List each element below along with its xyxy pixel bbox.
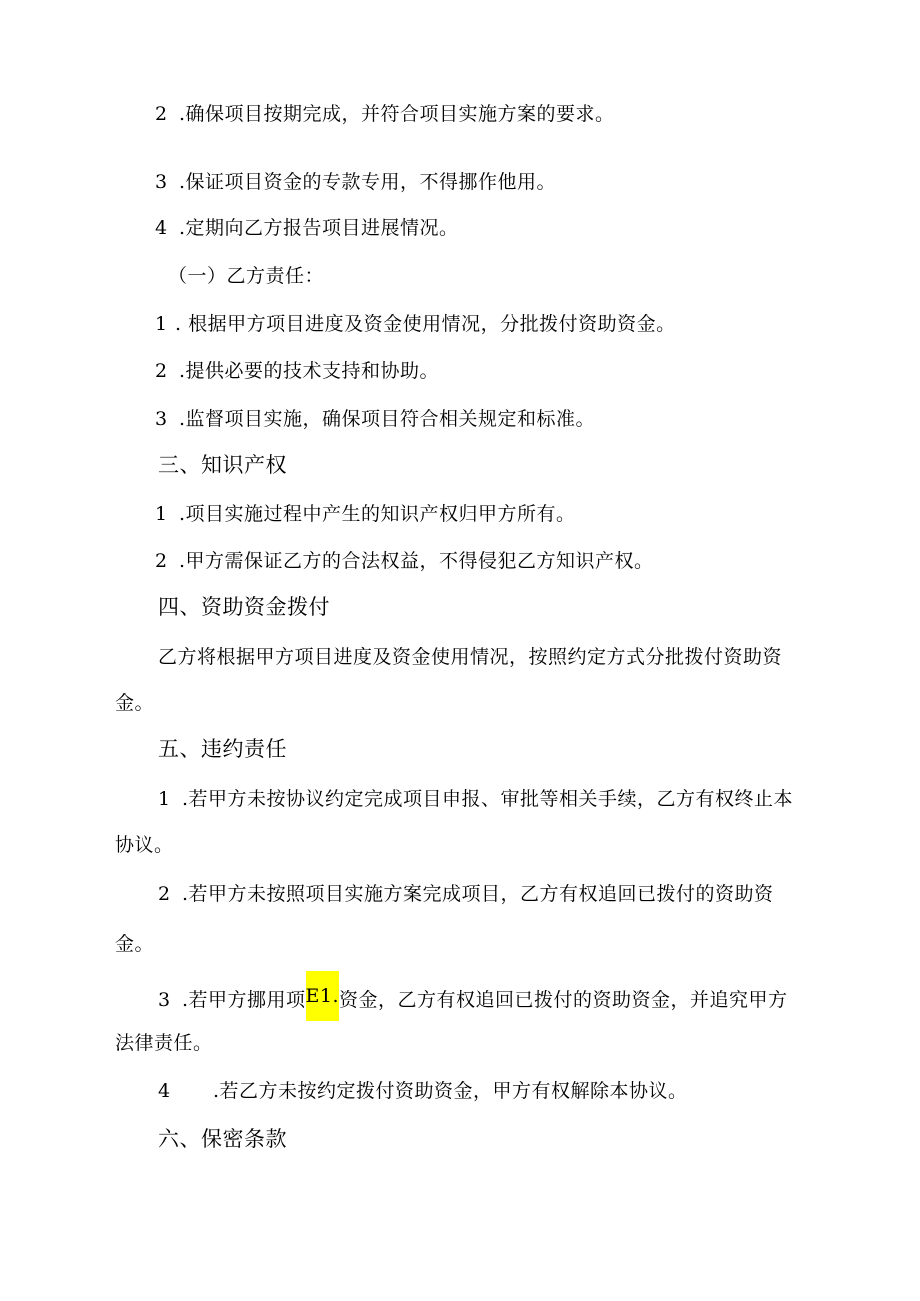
section-heading: 五、违约责任 <box>158 737 287 761</box>
item-number: 4 <box>155 217 168 239</box>
list-item <box>158 785 793 813</box>
item-text: .若甲方未按照项目实施方案完成项目，乙方有权追回已拨付的资助资 <box>182 883 774 905</box>
item-text: .若甲方未按协议约定完成项目申报、审批等相关手续，乙方有权终止本 <box>182 788 794 810</box>
list-item <box>155 310 676 338</box>
item-text: .项目实施过程中产生的知识产权归甲方所有。 <box>179 503 576 525</box>
item-number: 3 <box>155 408 168 430</box>
list-item <box>158 981 788 1021</box>
item-number: 3 <box>158 989 171 1011</box>
item-number: 2 <box>155 550 168 572</box>
section-heading: 六、保密条款 <box>158 1127 287 1151</box>
item-number: 4 <box>158 1080 171 1102</box>
list-item <box>155 357 439 385</box>
item-text: 资金，乙方有权追回已拨付的资助资金，并追究甲方 <box>339 989 788 1011</box>
list-item <box>158 880 774 908</box>
list-item <box>155 405 595 433</box>
item-text: .确保项目按期完成，并符合项目实施方案的要求。 <box>179 103 615 125</box>
item-number: 2 <box>155 103 168 125</box>
list-item <box>158 1077 688 1105</box>
paragraph-line: 法律责任。 <box>115 1032 213 1054</box>
item-number: 1 <box>158 788 171 810</box>
section-heading: 三、知识产权 <box>158 453 287 477</box>
paragraph-line: 协议。 <box>115 834 174 856</box>
paragraph-line: 金。 <box>115 692 155 714</box>
paragraph-line: 乙方将根据甲方项目进度及资金使用情况，按照约定方式分批拨付资助资 <box>158 646 783 668</box>
item-number: 3 <box>155 171 168 193</box>
subsection-title: （一）乙方责任： <box>168 265 325 287</box>
item-number: 1 <box>155 503 168 525</box>
item-text: .提供必要的技术支持和协助。 <box>179 360 440 382</box>
list-item <box>155 214 459 242</box>
item-text: .甲方需保证乙方的合法权益，不得侵犯乙方知识产权。 <box>179 550 654 572</box>
item-number: 1 <box>155 313 168 335</box>
item-number: 2 <box>155 360 168 382</box>
item-text: .若甲方挪用项 <box>182 989 306 1011</box>
list-item <box>155 547 654 575</box>
highlighted-text: E1. <box>306 971 340 1021</box>
section-heading: 四、资助资金拨付 <box>158 595 330 619</box>
item-text: .监督项目实施，确保项目符合相关规定和标准。 <box>179 408 596 430</box>
list-item <box>155 100 615 128</box>
item-text: .保证项目资金的专款专用，不得挪作他用。 <box>179 171 557 193</box>
paragraph-line: 金。 <box>115 933 155 955</box>
item-text: . 根据甲方项目进度及资金使用情况，分批拨付资助资金。 <box>175 313 676 335</box>
item-number: 2 <box>158 883 171 905</box>
list-item <box>155 500 576 528</box>
list-item <box>155 168 556 196</box>
item-text: .若乙方未按约定拨付资助资金，甲方有权解除本协议。 <box>213 1080 688 1102</box>
item-text: .定期向乙方报告项目进展情况。 <box>179 217 459 239</box>
